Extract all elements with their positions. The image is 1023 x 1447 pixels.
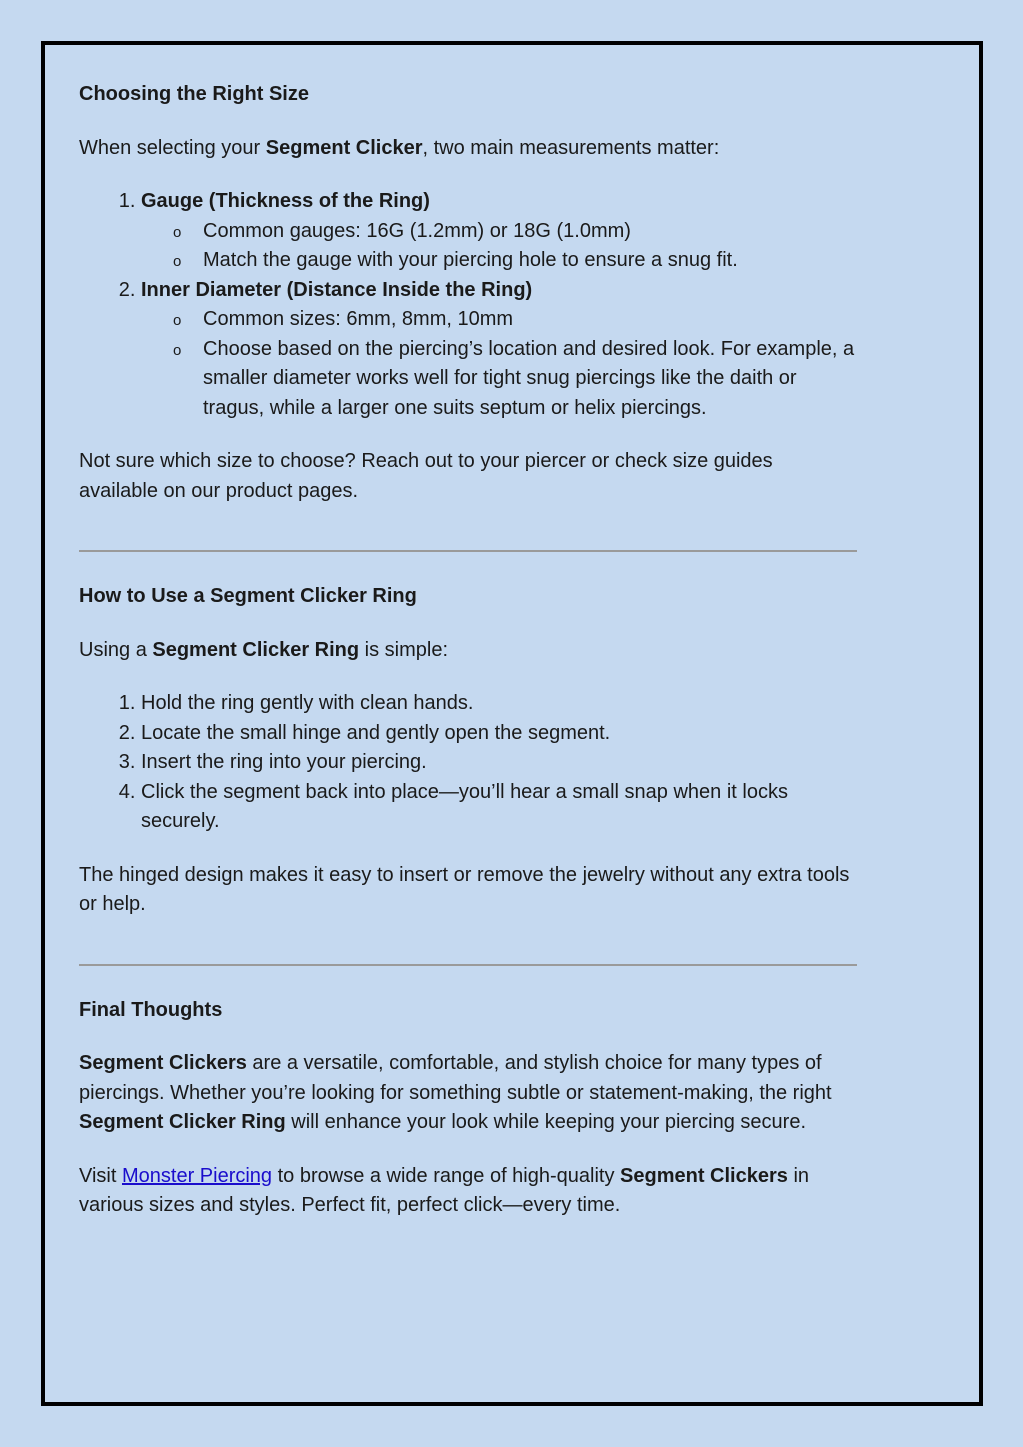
list-item: 2. Locate the small hinge and gently open the segment. <box>141 719 857 749</box>
intro-choosing-size: When selecting your Segment Clicker, two main measurements matter: <box>79 136 720 159</box>
section-divider <box>79 964 857 966</box>
article-content <box>79 80 857 1245</box>
list-item: 1. Gauge (Thickness of the Ring) o Common gauges: 16G (1.2mm) or 18G (1.0mm) o Match the gauge with your piercing hole to ensure a snug fit. <box>141 187 857 276</box>
monster-piercing-link[interactable]: Monster Piercing <box>121 1164 273 1187</box>
list-item: 1. Hold the ring gently with clean hands. <box>141 689 857 719</box>
heading-final-thoughts: Final Thoughts <box>79 998 223 1021</box>
section-divider <box>79 550 857 552</box>
final-paragraph-2: Visit Monster Piercing to browse a wide range of high-quality Segment Clickers in various sizes and styles. Perfect fit, perfect click—every time. <box>79 1164 810 1216</box>
size-measurements-list <box>79 187 857 423</box>
usage-steps-list <box>79 689 857 837</box>
list-item: 4. Click the segment back into place—you’ll hear a small snap when it locks securely. <box>141 778 857 837</box>
sub-list <box>141 217 857 276</box>
outro-choosing-size: Not sure which size to choose? Reach out to your piercer or check size guides available on our product pages. <box>79 450 773 502</box>
final-paragraph-1: Segment Clickers are a versatile, comfortable, and stylish choice for many types of piercings. Whether you’re looking for something subtle or statement-making, the right Segment Clicker Ring will enhance your look while keeping your piercing secure. <box>79 1052 832 1133</box>
sub-list-item: o Common gauges: 16G (1.2mm) or 18G (1.0mm) <box>203 217 857 247</box>
intro-how-to-use: Using a Segment Clicker Ring is simple: <box>79 638 448 661</box>
sub-list-item: o Choose based on the piercing’s location and desired look. For example, a smaller diameter works well for tight snug piercings like the daith or tragus, while a larger one suits septum or helix piercings. <box>203 335 857 424</box>
heading-how-to-use: How to Use a Segment Clicker Ring <box>79 585 417 607</box>
list-item: 3. Insert the ring into your piercing. <box>141 748 857 778</box>
outro-how-to-use: The hinged design makes it easy to insert or remove the jewelry without any extra tools or help. <box>79 863 850 915</box>
heading-choosing-size: Choosing the Right Size <box>79 83 309 105</box>
sub-list <box>141 305 857 423</box>
list-item: 2. Inner Diameter (Distance Inside the Ring) o Common sizes: 6mm, 8mm, 10mm o Choose based on the piercing’s location and desired look. For example, a smaller diameter works well for tight snug piercings like the daith or tragus, while a larger one suits septum or helix piercings. <box>141 276 857 424</box>
sub-list-item: o Match the gauge with your piercing hole to ensure a snug fit. <box>203 246 857 276</box>
sub-list-item: o Common sizes: 6mm, 8mm, 10mm <box>203 305 857 335</box>
